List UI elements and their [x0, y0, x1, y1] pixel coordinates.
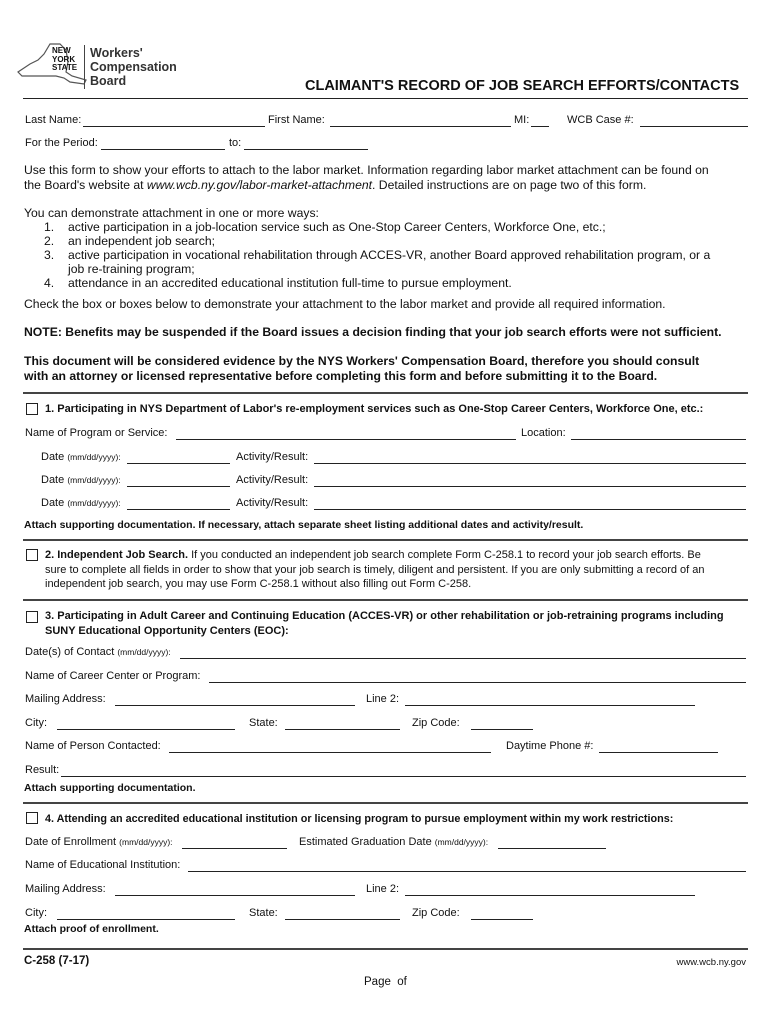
section-3-title-line-1: 3. Participating in Adult Career and Continuing Education (ACCES-VR) or other rehabilitation or job-retraining programs including — [45, 610, 724, 622]
ways-item-1: 1. active participation in a job-location service such as One-Stop Career Centers, Workforce One, etc.; — [44, 220, 606, 234]
s3-mailing-label: Mailing Address: — [25, 693, 106, 705]
section-1-attach-note: Attach supporting documentation. If necessary, attach separate sheet listing additional dates and activity/result. — [24, 519, 584, 531]
section-2-text-line-2: sure to complete all fields in order to show that your job search is timely, diligent and persistent. If you are only submitting a record of an — [45, 564, 705, 576]
s4-state-label: State: — [249, 907, 278, 919]
form-title: CLAIMANT'S RECORD OF JOB SEARCH EFFORTS/CONTACTS — [305, 78, 740, 94]
graduation-date-label: Estimated Graduation Date (mm/dd/yyyy): — [299, 836, 489, 848]
first-name-field[interactable] — [330, 126, 511, 127]
s3-state-field[interactable] — [285, 729, 400, 730]
s3-city-field[interactable] — [57, 729, 235, 730]
section-2-rule — [23, 539, 748, 541]
intro-line-2: the Board's website at www.wcb.ny.gov/labor-market-attachment. Detailed instructions are on page two of this form. — [24, 178, 647, 192]
section-4-title: 4. Attending an accredited educational institution or licensing program to pursue employment within my work restrictions: — [45, 813, 674, 825]
activity-field-3[interactable] — [314, 509, 746, 510]
location-field[interactable] — [571, 439, 746, 440]
date-field-1[interactable] — [127, 463, 230, 464]
check-instruction: Check the box or boxes below to demonstrate your attachment to the labor market and provide all required information. — [24, 297, 666, 311]
period-to-field[interactable] — [244, 149, 368, 150]
graduation-date-field[interactable] — [498, 848, 606, 849]
person-contacted-label: Name of Person Contacted: — [25, 740, 161, 752]
enrollment-date-field[interactable] — [182, 848, 287, 849]
s3-zip-field[interactable] — [471, 729, 533, 730]
section-4-checkbox[interactable] — [26, 812, 38, 824]
s4-state-field[interactable] — [285, 919, 400, 920]
period-to-label: to: — [229, 137, 242, 149]
mi-field[interactable] — [531, 126, 549, 127]
case-number-label: WCB Case #: — [567, 114, 634, 126]
s4-city-label: City: — [25, 907, 47, 919]
page-number: Page of — [364, 976, 407, 988]
date-field-2[interactable] — [127, 486, 230, 487]
activity-label-3: Activity/Result: — [236, 497, 309, 509]
s3-zip-label: Zip Code: — [412, 717, 460, 729]
logo-divider — [84, 45, 85, 89]
s3-line2-label: Line 2: — [366, 693, 400, 705]
footer-website-link[interactable]: www.wcb.ny.gov — [676, 957, 746, 968]
s4-city-field[interactable] — [57, 919, 235, 920]
first-name-label: First Name: — [268, 114, 325, 126]
section-3-rule — [23, 599, 748, 601]
institution-field[interactable] — [188, 871, 746, 872]
section-1-checkbox[interactable] — [26, 403, 38, 415]
section-1-title: 1. Participating in NYS Department of Labor's re-employment services such as One-Stop Career Centers, Workforce One, etc.: — [45, 403, 704, 415]
result-field[interactable] — [61, 776, 746, 777]
program-name-label: Name of Program or Service: — [25, 427, 168, 439]
section-2-title: 2. Independent Job Search. If you conducted an independent job search complete Form C-258.1 to record your job search efforts. Be — [45, 549, 701, 561]
s3-line2-field[interactable] — [405, 705, 695, 706]
section-2-checkbox[interactable] — [26, 549, 38, 561]
section-3-title-line-2: SUNY Educational Opportunity Centers (EOC): — [45, 625, 289, 637]
s3-state-label: State: — [249, 717, 278, 729]
result-label: Result: — [25, 764, 60, 776]
s4-line2-field[interactable] — [405, 895, 695, 896]
ways-item-4: 4. attendance in an accredited educational institution full-time to pursue employment. — [44, 276, 512, 290]
institution-label: Name of Educational Institution: — [25, 859, 181, 871]
footer-rule — [23, 948, 748, 950]
enrollment-date-label: Date of Enrollment (mm/dd/yyyy): — [25, 836, 173, 848]
section-3-checkbox[interactable] — [26, 611, 38, 623]
logo-state-text: NEW YORK STATE — [52, 46, 78, 72]
evidence-notice-line-1: This document will be considered evidence by the NYS Workers' Compensation Board, therefore you should consult — [24, 354, 700, 368]
activity-label-1: Activity/Result: — [236, 451, 309, 463]
header-rule — [23, 98, 748, 99]
s4-zip-field[interactable] — [471, 919, 533, 920]
ways-item-2: 2. an independent job search; — [44, 234, 216, 248]
last-name-label: Last Name: — [25, 114, 82, 126]
section-2-text-line-3: independent job search, you may use Form C-258.1 without also filling out Form C-258. — [45, 578, 472, 590]
period-label: For the Period: — [25, 137, 98, 149]
s3-city-label: City: — [25, 717, 47, 729]
contact-dates-field[interactable] — [180, 658, 746, 659]
intro-line-1: Use this form to show your efforts to attach to the labor market. Information regarding labor market attachment can be found on — [24, 163, 709, 177]
s4-line2-label: Line 2: — [366, 883, 400, 895]
career-center-field[interactable] — [209, 682, 746, 683]
s4-mailing-field[interactable] — [115, 895, 355, 896]
section-4-attach-note: Attach proof of enrollment. — [24, 923, 159, 935]
logo-agency-name: Workers' Compensation Board — [90, 46, 177, 88]
daytime-phone-field[interactable] — [599, 752, 718, 753]
s4-mailing-label: Mailing Address: — [25, 883, 106, 895]
evidence-notice-line-2: with an attorney or licensed representative before completing this form and before submitting it to the Board. — [24, 369, 658, 383]
activity-field-2[interactable] — [314, 486, 746, 487]
person-contacted-field[interactable] — [169, 752, 491, 753]
form-id: C-258 (7-17) — [24, 955, 90, 967]
daytime-phone-label: Daytime Phone #: — [506, 740, 594, 752]
section-3-attach-note: Attach supporting documentation. — [24, 782, 196, 794]
last-name-field[interactable] — [83, 126, 265, 127]
activity-label-2: Activity/Result: — [236, 474, 309, 486]
location-label: Location: — [521, 427, 566, 439]
ways-item-3-cont: job re-training program; — [68, 262, 195, 276]
contact-dates-label: Date(s) of Contact (mm/dd/yyyy): — [25, 646, 171, 658]
ways-heading: You can demonstrate attachment in one or more ways: — [24, 206, 319, 220]
section-4-rule — [23, 802, 748, 804]
program-name-field[interactable] — [176, 439, 516, 440]
ways-item-3: 3. active participation in vocational rehabilitation through ACCES-VR, another Board approved rehabilitation program, or a — [44, 248, 711, 262]
career-center-label: Name of Career Center or Program: — [25, 670, 201, 682]
section-1-rule — [23, 392, 748, 394]
date-label-3: Date (mm/dd/yyyy): — [41, 497, 121, 509]
period-from-field[interactable] — [101, 149, 225, 150]
activity-field-1[interactable] — [314, 463, 746, 464]
case-number-field[interactable] — [640, 126, 748, 127]
s3-mailing-field[interactable] — [115, 705, 355, 706]
board-website-link[interactable]: www.wcb.ny.gov/labor-market-attachment — [146, 178, 373, 192]
benefits-note: NOTE: Benefits may be suspended if the Board issues a decision finding that your job search efforts were not sufficient. — [24, 325, 722, 339]
mi-label: MI: — [514, 114, 530, 126]
date-field-3[interactable] — [127, 509, 230, 510]
s4-zip-label: Zip Code: — [412, 907, 460, 919]
date-label-2: Date (mm/dd/yyyy): — [41, 474, 121, 486]
date-label-1: Date (mm/dd/yyyy): — [41, 451, 121, 463]
